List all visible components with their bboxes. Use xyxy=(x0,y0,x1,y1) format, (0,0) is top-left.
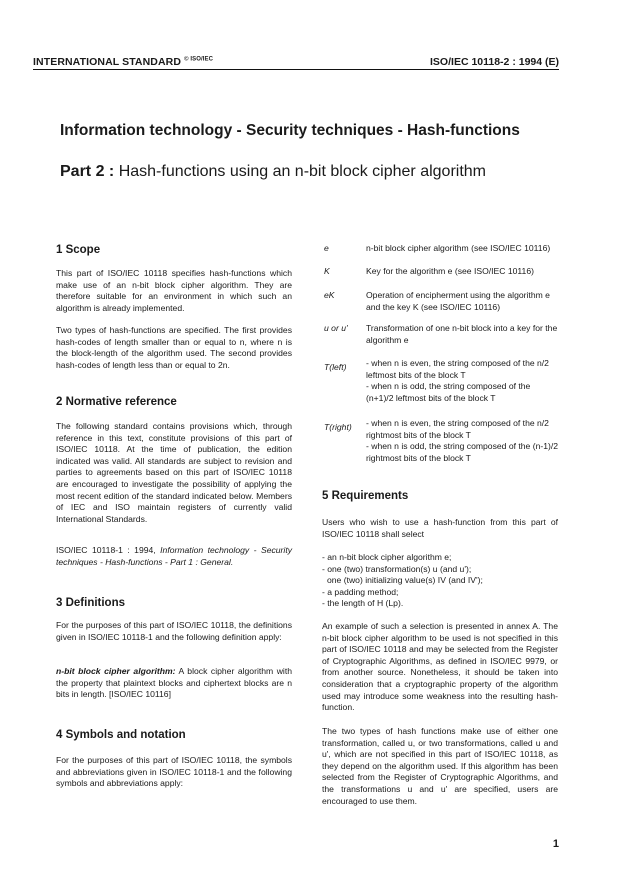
document-title: Information technology - Security techniques - Hash-functions xyxy=(60,122,520,139)
page-number: 1 xyxy=(552,838,559,850)
section-definitions-heading: 3 Definitions xyxy=(56,597,126,609)
symbol-desc: Transformation of one n-bit block into a key for the algorithm e xyxy=(366,323,558,345)
symbols-paragraph: For the purposes of this part of ISO/IEC 10118, the symbols and abbreviations given in ISO/IEC 10118-1 and the following symbols and abbreviations apply: xyxy=(56,755,292,789)
list-item: - a padding method; xyxy=(322,586,399,597)
header-rule xyxy=(33,69,559,70)
scope-paragraph-2: Two types of hash-functions are specified. The first provides hash-codes of length smaller than or equal to n, where n is the block-length of the algorithm used. The second provides hash-codes of length less than or equal to 2n. xyxy=(56,325,292,370)
list-item: one (two) initializing value(s) IV (and IV'); xyxy=(327,575,483,586)
list-item: - an n-bit block cipher algorithm e; xyxy=(322,552,452,562)
symbol-desc: n-bit block cipher algorithm (see ISO/IEC 10116) xyxy=(366,243,551,253)
section-requirements-heading: 5 Requirements xyxy=(322,490,409,502)
part-label: Part 2 : xyxy=(60,163,115,180)
symbol-key: u or u' xyxy=(324,323,348,333)
header-copyright: © ISO/IEC xyxy=(184,56,214,63)
symbol-key: T(left) xyxy=(324,362,347,372)
symbol-desc: Operation of encipherment using the algorithm e and the key K (see ISO/IEC 10116) xyxy=(366,290,550,312)
symbol-desc: - when n is even, the string composed of the n/2 rightmost bits of the block T - when n is odd, the string composed of the (n-1)/2 rightmost bits of the block T xyxy=(366,418,559,463)
symbol-desc: Key for the algorithm e (see ISO/IEC 10116) xyxy=(366,266,534,276)
requirements-paragraph-3: The two types of hash functions make use of either one transformation, called u, or two transformations, called u and u', which are not specified in this part of ISO/IEC 10118, as they depend on the algorithm used. If this algorithm has been selected from the Register of Cryptographic Algorithms, and the transformations u and u' are specified, users are encouraged to use them. xyxy=(322,726,558,806)
definition-term: n-bit block cipher algorithm: xyxy=(56,666,176,676)
list-item: - one (two) transformation(s) u (and u'); xyxy=(322,563,472,574)
requirements-paragraph-2: An example of such a selection is presented in annex A. The n-bit block cipher algorithm to be used is not specified in this part of ISO/IEC 10118 and may be selected from the Register of Cryptographic Algorithms, as defined in ISO/IEC 9979, or from another source. Nonetheless, it should be taken into consideration that a cryptographic property of the algorithm used may introduce some weakness into the resulting hash-function. xyxy=(322,621,558,713)
part-title xyxy=(60,163,486,181)
symbol-key: e xyxy=(324,243,329,253)
definition-entry xyxy=(56,666,292,701)
requirements-list xyxy=(322,552,558,610)
header-document-id: ISO/IEC 10118-2 : 1994 (E) xyxy=(430,56,559,68)
part-text: Hash-functions using an n-bit block cipher algorithm xyxy=(118,163,486,180)
scope-paragraph-1: This part of ISO/IEC 10118 specifies hash-functions which make use of an n-bit block cipher algorithm. They are therefore suitable for an environment in which such an algorithm is already implemented. xyxy=(56,268,292,313)
list-item: - the length of H (Lp). xyxy=(322,598,404,609)
symbol-key: T(right) xyxy=(324,422,352,432)
header-standard-label: INTERNATIONAL STANDARD $^{© ISO/IEC}$ xyxy=(33,56,214,68)
section-normative-heading: 2 Normative reference xyxy=(56,396,177,408)
normative-paragraph: The following standard contains provisions which, through reference in this text, constitute provisions of this part of ISO/IEC 10118. At the time of publication, the edition indicated was valid. All standards are subject to revision and parties to agreements based on this part of ISO/IEC 10118 are encouraged to investigate the possibility of applying the most recent edition of the standard indicated below. Members of IEC and ISO maintain registers of currently valid International Standards. xyxy=(56,421,292,524)
symbol-key: K xyxy=(324,266,330,276)
symbol-key: eK xyxy=(324,290,335,300)
definition-text: A block cipher algorithm with the property that plaintext blocks and ciphertext blocks are n bits in length. [ISO/IEC 10116] xyxy=(56,666,292,700)
symbol-desc: - when n is even, the string composed of the n/2 leftmost bits of the block T - when n is odd, the string composed of the (n+1)/2 leftmost bits of the block T xyxy=(366,358,549,403)
definitions-paragraph: For the purposes of this part of ISO/IEC 10118, the definitions given in ISO/IEC 10118-1 and the following definition apply: xyxy=(56,620,292,642)
section-symbols-heading: 4 Symbols and notation xyxy=(56,729,186,741)
section-scope-heading: 1 Scope xyxy=(56,244,101,256)
normative-reference: ISO/IEC 10118-1 : 1994, Information technology - Security techniques - Hash-functions - Part 1 : General. xyxy=(56,545,293,567)
requirements-paragraph-1: Users who wish to use a hash-function from this part of ISO/IEC 10118 shall select xyxy=(322,517,558,539)
